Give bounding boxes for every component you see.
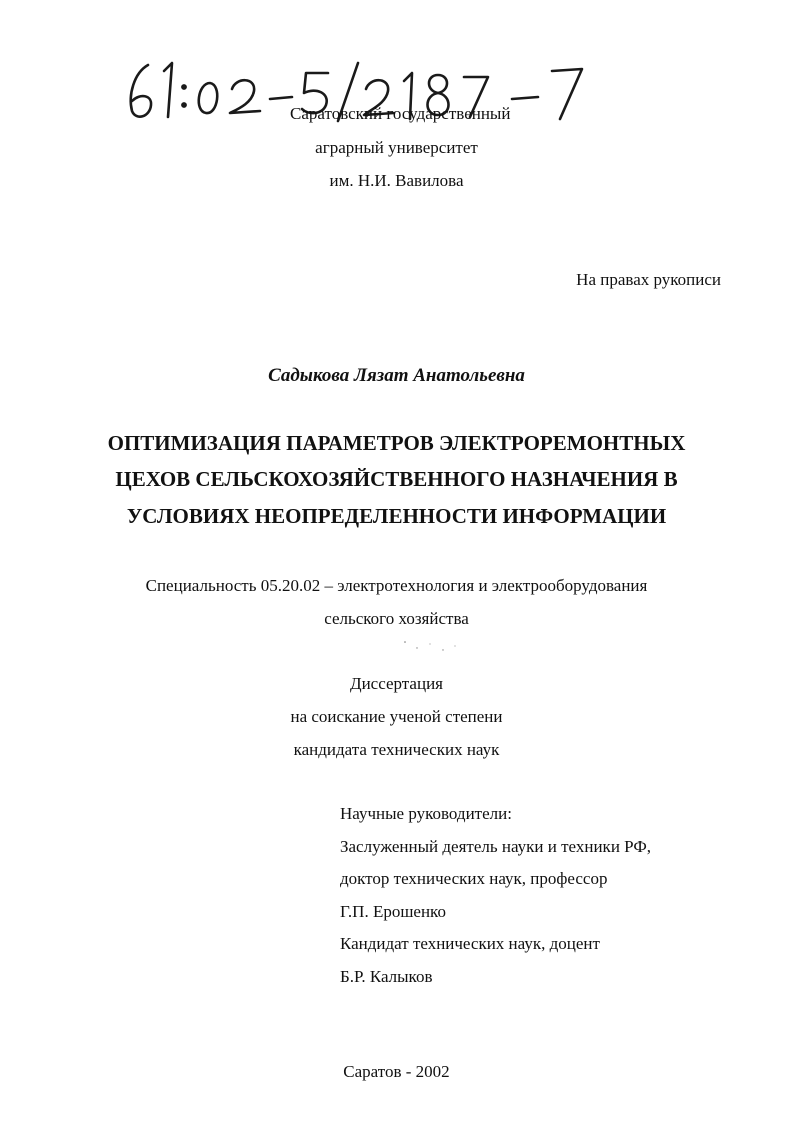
specialty-line-2: сельского хозяйства <box>324 609 469 628</box>
degree-line-2: на соискание ученой степени <box>290 707 503 726</box>
rights-note: На правах рукописи <box>576 270 721 289</box>
author-name: Садыкова Лязат Анатольевна <box>268 365 525 386</box>
title-line-3: УСЛОВИЯХ НЕОПРЕДЕЛЕННОСТИ ИНФОРМАЦИИ <box>126 504 667 528</box>
institution-line-3: им. Н.И. Вавилова <box>329 171 464 190</box>
degree-line-3: кандидата технических наук <box>293 740 500 759</box>
institution-line-1: Саратовский государственный <box>290 104 511 123</box>
advisor-1-name: Г.П. Ерошенко <box>340 902 446 921</box>
title-line-2: ЦЕХОВ СЕЛЬСКОХОЗЯЙСТВЕННОГО НАЗНАЧЕНИЯ В <box>115 467 678 491</box>
advisor-2-degree: Кандидат технических наук, доцент <box>340 934 600 953</box>
scan-speckles <box>395 624 485 654</box>
advisor-1-degree: доктор технических наук, профессор <box>340 869 608 888</box>
specialty-line-1: Специальность 05.20.02 – электротехнология и электрооборудования <box>145 576 648 595</box>
institution-line-2: аграрный университет <box>315 138 478 157</box>
title-line-1: ОПТИМИЗАЦИЯ ПАРАМЕТРОВ ЭЛЕКТРОРЕМОНТНЫХ <box>107 431 686 455</box>
advisor-2-name: Б.Р. Калыков <box>340 967 433 986</box>
degree-line-1: Диссертация <box>349 674 443 693</box>
city-year: Саратов - 2002 <box>343 1062 450 1081</box>
advisor-1-title: Заслуженный деятель науки и техники РФ, <box>340 837 652 856</box>
advisors-heading: Научные руководители: <box>340 804 512 823</box>
